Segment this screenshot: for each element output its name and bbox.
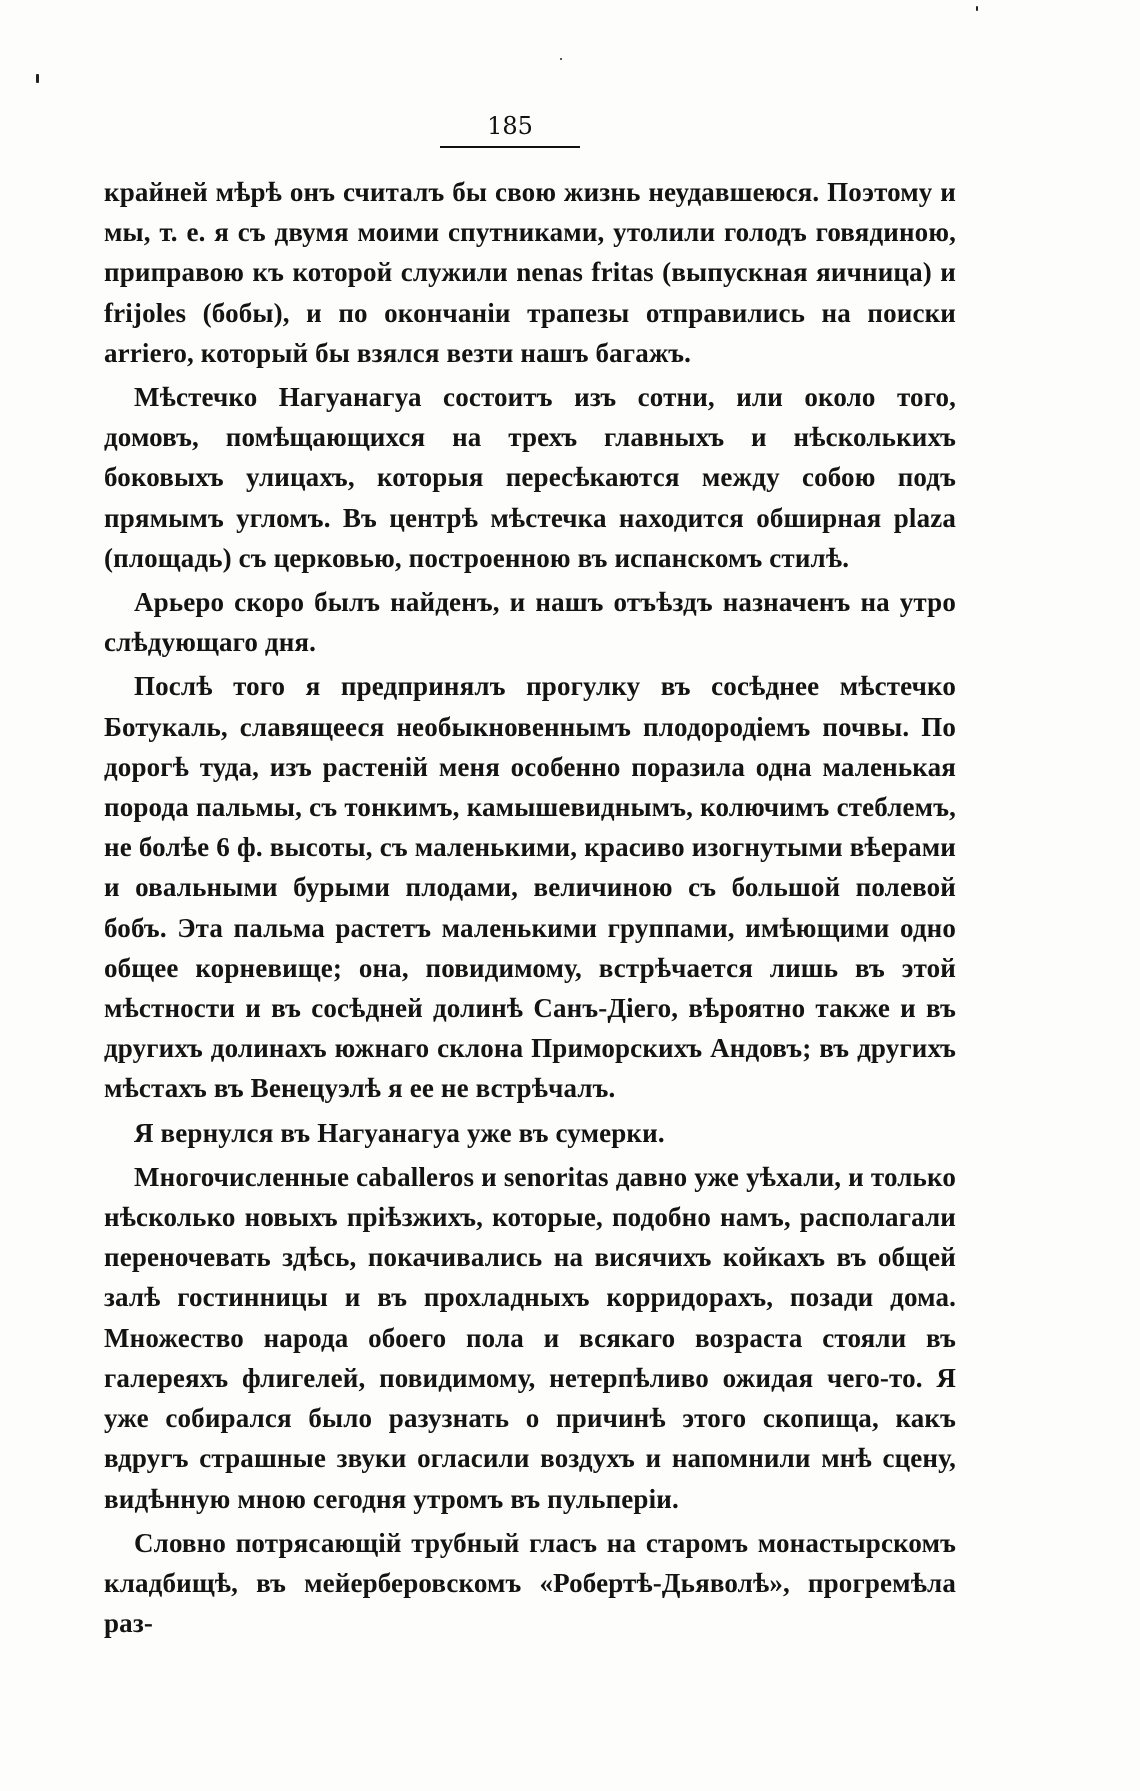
paragraph: Словно потрясающій трубный гласъ на старомъ монастырскомъ кладбищѣ, въ мейерберовскомъ «Робертѣ-Дьяволѣ», прогремѣла раз- bbox=[104, 1527, 956, 1639]
scan-speck bbox=[36, 74, 39, 83]
paragraph: Мѣстечко Нагуанагуа состоитъ изъ сотни, или около того, домовъ, помѣщающихся на трехъ главныхъ и нѣсколькихъ боковыхъ улицахъ, которыя пересѣкаются между собою подъ прямымъ угломъ. Въ центрѣ мѣстечка находится обширная plaza (площадь) съ церковью, построенною въ испанскомъ стилѣ. bbox=[104, 382, 956, 573]
page-body bbox=[104, 172, 956, 1647]
paragraph: крайней мѣрѣ онъ считалъ бы свою жизнь неудавшеюся. Поэтому и мы, т. е. я съ двумя моими спутниками, утолили голодъ говядиною, приправою къ которой служили nenas fritas (выпускная яичница) и frijoles (бобы), и по окончаніи трапезы отправились на поиски arriero, который бы взялся везти нашъ багажъ. bbox=[104, 177, 956, 368]
scan-speck bbox=[976, 6, 978, 11]
page-number: 185 bbox=[440, 112, 580, 148]
paragraph: Я вернулся въ Нагуанагуа уже въ сумерки. bbox=[134, 1117, 665, 1148]
paragraph: Арьеро скоро былъ найденъ, и нашъ отъѣздъ назначенъ на утро слѣдующаго дня. bbox=[104, 587, 956, 658]
paragraph: Многочисленные caballeros и senoritas давно уже уѣхали, и только нѣсколько новыхъ пріѣзжихъ, которые, подобно намъ, располагали переночевать здѣсь, покачивались на висячихъ койкахъ въ общей залѣ гостинницы и въ прохладныхъ корридорахъ, позади дома. Множество народа обоего пола и всякаго возраста стояли въ галереяхъ флигелей, повидимому, нетерпѣливо ожидая чего-то. Я уже собирался было разузнать о причинѣ этого скопища, какъ вдругъ страшные звуки огласили воздухъ и напомнили мнѣ сцену, видѣнную мною сегодня утромъ въ пульперіи. bbox=[104, 1161, 956, 1514]
paragraph: Послѣ того я предпринялъ прогулку въ сосѣднее мѣстечко Ботукаль, славящееся необыкновеннымъ плодородіемъ почвы. По дорогѣ туда, изъ растеній меня особенно поразила одна маленькая порода пальмы, съ тонкимъ, камышевиднымъ, колючимъ стеблемъ, не болѣе 6 ф. высоты, съ маленькими, красиво изогнутыми вѣерами и овальными бурыми плодами, величиною съ большой полевой бобъ. Эта пальма растетъ маленькими группами, имѣющими одно общее корневище; она, повидимому, встрѣчается лишь въ этой мѣстности и въ сосѣдней долинѣ Санъ-Діего, вѣроятно также и въ другихъ долинахъ южнаго склона Приморскихъ Андовъ; въ другихъ мѣстахъ въ Венецуэлѣ я ее не встрѣчалъ. bbox=[104, 671, 956, 1104]
scan-speck bbox=[560, 58, 562, 60]
